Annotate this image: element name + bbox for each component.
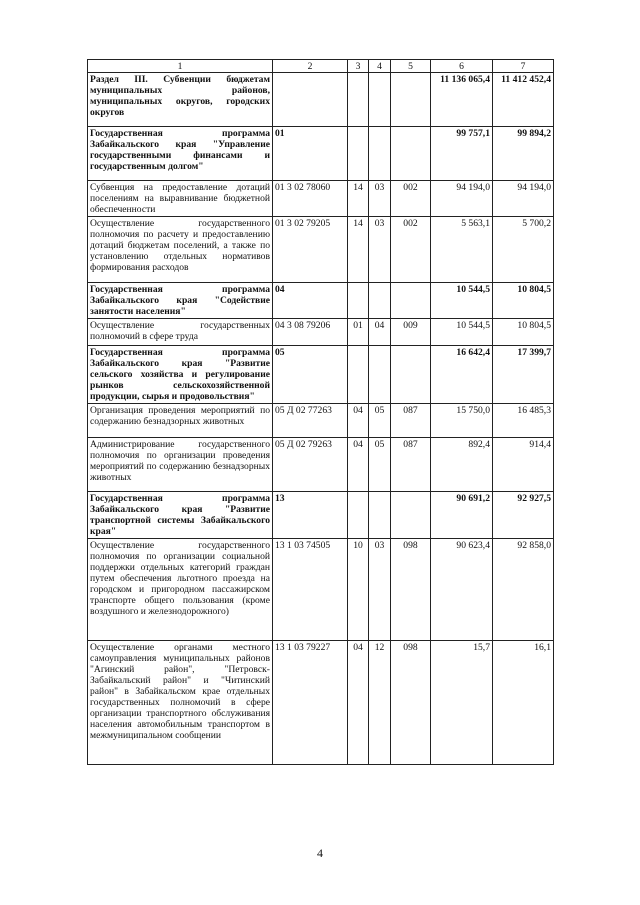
row-vr: 098: [391, 539, 431, 641]
row-value-col6: 16 642,4: [431, 346, 493, 404]
row-value-col6: 892,4: [431, 438, 493, 492]
table-row: [88, 539, 554, 641]
row-name: Администрирование государственного полномочия по организации проведения мероприятий по содержанию безнадзорных животных: [88, 438, 273, 492]
row-pr: [369, 346, 391, 404]
row-pr: [369, 492, 391, 539]
row-rz: 14: [348, 217, 369, 283]
row-rz: 01: [348, 319, 369, 346]
column-number: 7: [493, 60, 554, 73]
row-rz: [348, 346, 369, 404]
row-rz: 14: [348, 181, 369, 217]
row-pr: [369, 283, 391, 319]
column-number: 5: [391, 60, 431, 73]
row-code: 01 3 02 78060: [273, 181, 348, 217]
row-value-col7: 10 804,5: [493, 319, 554, 346]
row-pr: 03: [369, 539, 391, 641]
row-vr: 098: [391, 641, 431, 765]
row-vr: [391, 492, 431, 539]
row-code: 13: [273, 492, 348, 539]
table-row: [88, 404, 554, 438]
row-rz: [348, 283, 369, 319]
row-value-col7: 5 700,2: [493, 217, 554, 283]
table-row: [88, 641, 554, 765]
row-pr: 05: [369, 438, 391, 492]
row-name: Осуществление государственных полномочий в сфере труда: [88, 319, 273, 346]
row-value-col6: 90 623,4: [431, 539, 493, 641]
row-vr: [391, 346, 431, 404]
row-vr: 002: [391, 181, 431, 217]
row-code: 05: [273, 346, 348, 404]
row-value-col6: 15,7: [431, 641, 493, 765]
table-row: [88, 217, 554, 283]
row-name: Субвенция на предоставление дотаций поселениям на выравнивание бюджетной обеспеченности: [88, 181, 273, 217]
row-name: Государственная программа Забайкальского края "Управление государственными финансами и государственным долгом": [88, 127, 273, 181]
row-rz: [348, 127, 369, 181]
row-value-col7: 16,1: [493, 641, 554, 765]
row-name: Осуществление органами местного самоуправления муниципальных районов "Агинский район", "Петровск-Забайкальский район" и "Читинский район" в Забайкальском крае отдельных государственных полномочий в сфере организации транспортного обслуживания населения автомобильным транспортом в межмуниципальном сообщении: [88, 641, 273, 765]
column-number: 4: [369, 60, 391, 73]
row-value-col7: 17 399,7: [493, 346, 554, 404]
table-row: [88, 127, 554, 181]
row-rz: [348, 492, 369, 539]
row-name: Раздел III. Субвенции бюджетам муниципальных районов, муниципальных округов, городских округов: [88, 73, 273, 127]
table-row: [88, 319, 554, 346]
row-name: Государственная программа Забайкальского края "Развитие транспортной системы Забайкальского края": [88, 492, 273, 539]
row-pr: 04: [369, 319, 391, 346]
row-rz: 04: [348, 438, 369, 492]
row-rz: 10: [348, 539, 369, 641]
row-code: 05 Д 02 77263: [273, 404, 348, 438]
row-code: 01 3 02 79205: [273, 217, 348, 283]
row-name: Государственная программа Забайкальского края "Развитие сельского хозяйства и регулирование рынков сельскохозяйственной продукции, сырья и продовольствия": [88, 346, 273, 404]
row-code: 04 3 08 79206: [273, 319, 348, 346]
row-value-col7: 99 894,2: [493, 127, 554, 181]
table-row: [88, 346, 554, 404]
table-row: [88, 438, 554, 492]
row-value-col7: 11 412 452,4: [493, 73, 554, 127]
row-pr: 03: [369, 181, 391, 217]
row-value-col7: 92 927,5: [493, 492, 554, 539]
row-vr: 009: [391, 319, 431, 346]
column-number: 2: [273, 60, 348, 73]
row-code: 01: [273, 127, 348, 181]
row-code: [273, 73, 348, 127]
row-vr: [391, 73, 431, 127]
column-number-row: [88, 60, 554, 73]
table-row: [88, 73, 554, 127]
row-vr: [391, 127, 431, 181]
row-value-col7: 92 858,0: [493, 539, 554, 641]
row-code: 13 1 03 74505: [273, 539, 348, 641]
column-number: 1: [88, 60, 273, 73]
row-pr: [369, 73, 391, 127]
row-pr: 05: [369, 404, 391, 438]
row-value-col7: 16 485,3: [493, 404, 554, 438]
row-value-col6: 90 691,2: [431, 492, 493, 539]
row-rz: 04: [348, 404, 369, 438]
row-rz: [348, 73, 369, 127]
row-code: 13 1 03 79227: [273, 641, 348, 765]
row-name: Осуществление государственного полномочия по расчету и предоставлению дотаций бюджетам поселений, а также по установлению отдельных нормативов формирования расходов: [88, 217, 273, 283]
budget-table: [87, 59, 554, 765]
row-value-col6: 11 136 065,4: [431, 73, 493, 127]
row-vr: [391, 283, 431, 319]
row-pr: [369, 127, 391, 181]
table-row: [88, 492, 554, 539]
row-vr: 002: [391, 217, 431, 283]
row-code: 04: [273, 283, 348, 319]
row-rz: 04: [348, 641, 369, 765]
table-row: [88, 181, 554, 217]
row-value-col6: 10 544,5: [431, 319, 493, 346]
row-value-col6: 5 563,1: [431, 217, 493, 283]
table-row: [88, 283, 554, 319]
row-value-col6: 94 194,0: [431, 181, 493, 217]
row-value-col7: 94 194,0: [493, 181, 554, 217]
row-value-col7: 914,4: [493, 438, 554, 492]
row-name: Осуществление государственного полномочия по организации социальной поддержки отдельных категорий граждан путем обеспечения льготного проезда на городском и пригородном пассажирском транспорте общего пользования (кроме воздушного и железнодорожного): [88, 539, 273, 641]
row-code: 05 Д 02 79263: [273, 438, 348, 492]
row-name: Государственная программа Забайкальского края "Содействие занятости населения": [88, 283, 273, 319]
column-number: 6: [431, 60, 493, 73]
row-value-col7: 10 804,5: [493, 283, 554, 319]
column-number: 3: [348, 60, 369, 73]
page-number: 4: [317, 846, 323, 860]
row-value-col6: 99 757,1: [431, 127, 493, 181]
row-pr: 12: [369, 641, 391, 765]
row-vr: 087: [391, 438, 431, 492]
row-value-col6: 10 544,5: [431, 283, 493, 319]
row-pr: 03: [369, 217, 391, 283]
row-vr: 087: [391, 404, 431, 438]
row-value-col6: 15 750,0: [431, 404, 493, 438]
row-name: Организация проведения мероприятий по содержанию безнадзорных животных: [88, 404, 273, 438]
